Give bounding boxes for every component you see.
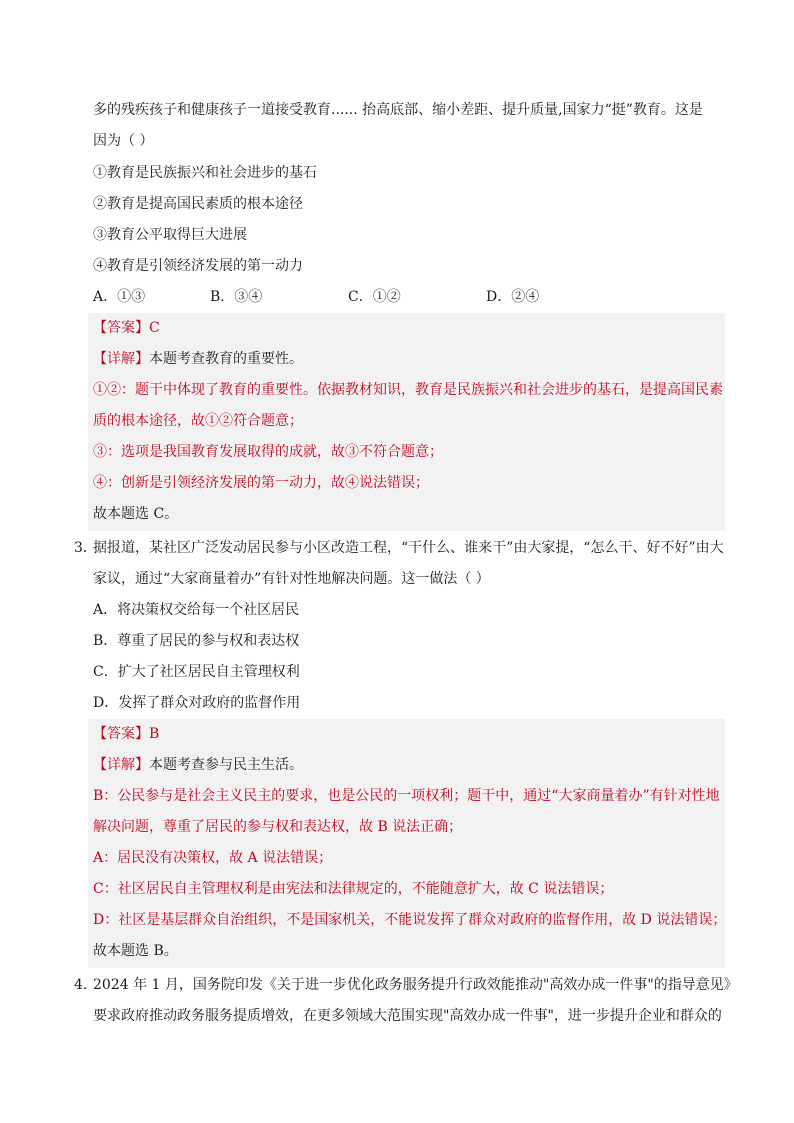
q3-analysis-4: C：社区居民自主管理权利是由宪法和法律规定的，不能随意扩大，故 C 说法错误；	[93, 881, 614, 897]
detail-tag: 【详解】	[93, 757, 149, 773]
q2-stem-line-2: 因为（ ）	[93, 133, 154, 149]
q3-stem-line-2: 家议，通过“大家商量着办”有针对性地解决问题。这一做法（ ）	[93, 571, 490, 587]
q2-analysis-3: ③：选项是我国教育发展取得的成就，故③不符合题意；	[93, 444, 443, 460]
q4-stem-line-1: 2024 年 1 月，国务院印发《关于进一步优化政务服务提升行政效能推动"高效办成一件事"的指导意见》	[93, 977, 738, 993]
q3-analysis-1: B：公民参与是社会主义民主的要求，也是公民的一项权利；题干中，通过“大家商量着办”有针对性地	[93, 788, 720, 804]
q2-analysis-2: 质的根本途径，故①②符合题意；	[93, 413, 303, 429]
q2-option-b: B．③④	[210, 289, 263, 305]
q3-option-c: C．扩大了社区居民自主管理权利	[93, 664, 300, 680]
q2-detail-line	[93, 344, 721, 375]
q2-item-1: ①教育是民族振兴和社会进步的基石	[93, 165, 317, 181]
detail-text: 本题考查教育的重要性。	[149, 351, 303, 367]
q2-stem-line-1: 多的残疾孩子和健康孩子一道接受教育...... 抬高底部、缩小差距、提升质量,国家力“挺”教育。这是	[93, 102, 703, 118]
q2-answer-line	[93, 313, 721, 344]
q3-analysis-2: 解决问题，尊重了居民的参与权和表达权，故 B 说法正确；	[93, 819, 463, 835]
q2-item-3: ③教育公平取得巨大进展	[93, 227, 247, 243]
q2-item-4: ④教育是引领经济发展的第一动力	[93, 258, 303, 274]
q2-item-2: ②教育是提高国民素质的根本途径	[93, 196, 303, 212]
q3-detail-line	[93, 750, 721, 781]
q2-analysis-1: ①②：题干中体现了教育的重要性。依据教材知识，教育是民族振兴和社会进步的基石，是提高国民素	[93, 382, 723, 398]
q3-number: 3．	[74, 540, 97, 556]
q2-answer-block	[88, 313, 725, 531]
q3-analysis-3: A：居民没有决策权，故 A 说法错误；	[93, 850, 333, 866]
q4-stem-line-2: 要求政府推动政务服务提质增效，在更多领域大范围实现"高效办成一件事"，进一步提升企业和群众的	[93, 1008, 722, 1024]
q2-conclusion: 故本题选 C。	[93, 506, 179, 522]
q3-option-d: D．发挥了群众对政府的监督作用	[93, 695, 301, 711]
answer-tag: 【答案】	[93, 726, 149, 742]
q3-analysis-5: D：社区是基层群众自治组织，不是国家机关，不能说发挥了群众对政府的监督作用，故 D 说法错误；	[93, 912, 727, 928]
q2-option-a: A．①③	[93, 289, 146, 305]
answer-value: B	[149, 726, 160, 742]
q2-analysis-4: ④：创新是引领经济发展的第一动力，故④说法错误；	[93, 475, 429, 491]
q2-option-c: C．①②	[348, 289, 401, 305]
q3-answer-line	[93, 719, 721, 750]
q3-option-b: B．尊重了居民的参与权和表达权	[93, 633, 300, 649]
q3-option-a: A．将决策权交给每一个社区居民	[93, 602, 300, 618]
answer-tag: 【答案】	[93, 320, 149, 336]
q3-answer-block	[88, 719, 725, 968]
detail-tag: 【详解】	[93, 351, 149, 367]
q2-option-d: D．②④	[486, 289, 540, 305]
detail-text: 本题考查参与民主生活。	[149, 757, 303, 773]
q3-conclusion: 故本题选 B。	[93, 943, 178, 959]
answer-value: C	[149, 320, 160, 336]
q4-number: 4．	[74, 977, 97, 993]
q3-stem-line-1: 据报道，某社区广泛发动居民参与小区改造工程，“干什么、谁来干”由大家提，“怎么干、好不好”由大	[93, 540, 724, 556]
